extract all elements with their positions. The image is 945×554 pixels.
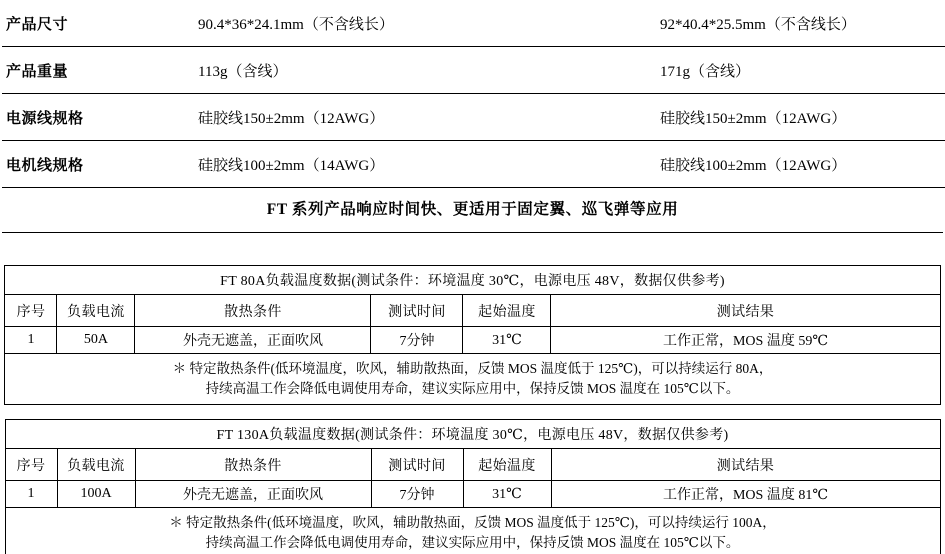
table-note-row (5, 508, 940, 554)
column-header-duration: 测试时间 (371, 449, 463, 481)
table-header-row (5, 295, 940, 327)
spec-value-model-a: 113g（含线） (196, 47, 658, 94)
table-note (16, 513, 930, 552)
note-line-1: ＊ 特定散热条件(低环境温度，吹风，辅助散热面，反馈 MOS 温度低于 125℃)，可以持续运行 100A， (169, 515, 776, 531)
spec-label: 产品重量 (2, 47, 196, 94)
note-line-2: 持续高温工作会降低电调使用寿命，建议实际应用中，保持反馈 MOS 温度在 105℃以下。 (205, 535, 740, 550)
column-header-current: 负载电流 (57, 295, 135, 327)
column-header-current: 负载电流 (57, 449, 135, 481)
note-line-2: 持续高温工作会降低电调使用寿命，建议实际应用中，保持反馈 MOS 温度在 105℃以下。 (205, 381, 740, 396)
load-temperature-table-130a (5, 419, 941, 554)
table-header-row (5, 449, 940, 481)
column-header-start-temp: 起始温度 (463, 449, 551, 481)
cell-no: 1 (5, 327, 57, 354)
spec-value-model-a: 硅胶线100±2mm（14AWG） (196, 141, 658, 188)
note-line-1: ＊ 特定散热条件(低环境温度，吹风，辅助散热面，反馈 MOS 温度低于 125℃)，可以持续运行 80A， (172, 361, 773, 377)
cell-cooling: 外壳无遮盖，正面吹风 (135, 327, 371, 354)
table-row (2, 0, 945, 47)
spec-value-model-b: 硅胶线100±2mm（12AWG） (658, 141, 945, 188)
cell-current: 100A (57, 481, 135, 508)
cell-duration: 7分钟 (371, 481, 463, 508)
table-row (5, 481, 940, 508)
table-note-row (5, 354, 940, 405)
spec-label: 电源线规格 (2, 94, 196, 141)
spec-label: 产品尺寸 (2, 0, 196, 47)
cell-result: 工作正常，MOS 温度 81℃ (551, 481, 940, 508)
spec-value-model-b: 硅胶线150±2mm（12AWG） (658, 94, 945, 141)
spec-value-model-a: 硅胶线150±2mm（12AWG） (196, 94, 658, 141)
column-header-result: 测试结果 (551, 295, 940, 327)
cell-start-temp: 31℃ (463, 327, 551, 354)
table-row (5, 327, 940, 354)
table-note (15, 359, 929, 398)
spec-label: 电机线规格 (2, 141, 196, 188)
column-header-no: 序号 (5, 449, 57, 481)
column-header-start-temp: 起始温度 (463, 295, 551, 327)
column-header-result: 测试结果 (551, 449, 940, 481)
cell-result: 工作正常，MOS 温度 59℃ (551, 327, 940, 354)
series-highlight-banner: FT 系列产品响应时间快、更适用于固定翼、巡飞弹等应用 (2, 188, 943, 233)
table-title: FT 80A负载温度数据(测试条件：环境温度 30℃，电源电压 48V，数据仅供参考) (5, 266, 940, 295)
cell-current: 50A (57, 327, 135, 354)
spec-value-model-b: 171g（含线） (658, 47, 945, 94)
load-temperature-table-80a (4, 265, 940, 405)
spec-value-model-a: 90.4*36*24.1mm（不含线长） (196, 0, 658, 47)
table-row (2, 47, 945, 94)
column-header-cooling: 散热条件 (135, 295, 371, 327)
table-title-row (5, 266, 940, 295)
table-title-row (5, 420, 940, 449)
cell-start-temp: 31℃ (463, 481, 551, 508)
table-row (2, 94, 945, 141)
spacer (0, 405, 945, 419)
spec-value-model-b: 92*40.4*25.5mm（不含线长） (658, 0, 945, 47)
cell-cooling: 外壳无遮盖，正面吹风 (135, 481, 371, 508)
column-header-cooling: 散热条件 (135, 449, 371, 481)
spacer (0, 233, 945, 265)
specification-table (2, 0, 945, 188)
column-header-duration: 测试时间 (371, 295, 463, 327)
cell-no: 1 (5, 481, 57, 508)
cell-duration: 7分钟 (371, 327, 463, 354)
table-title: FT 130A负载温度数据(测试条件：环境温度 30℃，电源电压 48V，数据仅供参考) (5, 420, 940, 449)
column-header-no: 序号 (5, 295, 57, 327)
table-row (2, 141, 945, 188)
